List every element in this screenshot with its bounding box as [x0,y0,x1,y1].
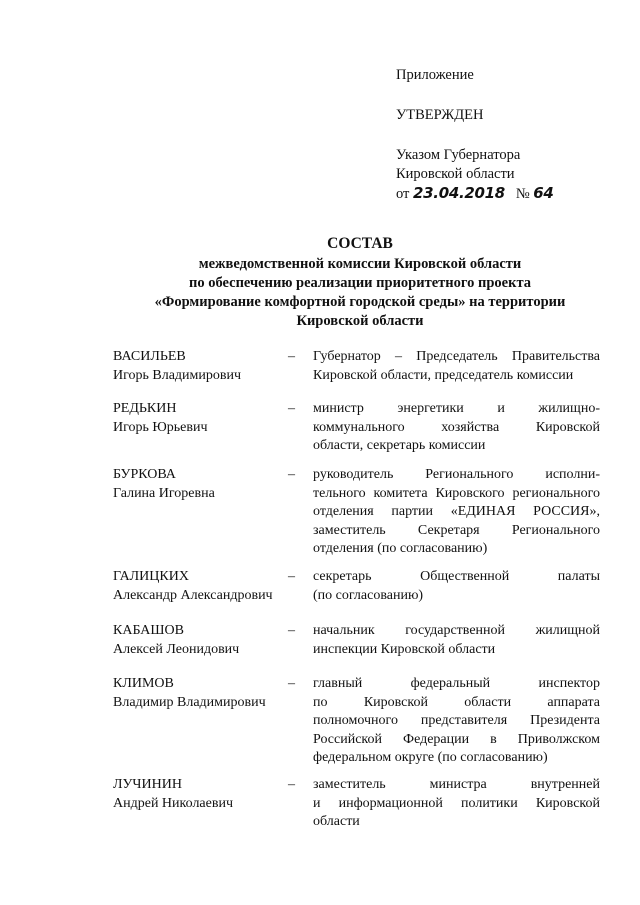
member-surname: ЛУЧИНИН [113,777,182,792]
member-role [313,400,600,456]
approved-label: УТВЕРЖДЕН [396,107,484,123]
member-name [113,776,288,813]
member-role [313,348,600,385]
decree-line-1: Указом Губернатора [396,147,521,163]
role-line: (по согласованию) [313,587,424,603]
role-line: главный федеральный инспектор [313,676,600,691]
member-given-name: Владимир Владимирович [113,694,266,710]
role-line: и информационной политики Кировской [313,795,600,811]
role-line: заместитель Секретаря Регионального [313,522,600,538]
role-line: по Кировской области аппарата [313,694,600,710]
role-line: полномочного представителя Президента [313,713,600,728]
role-line: инспекции Кировской области [313,641,496,657]
member-surname: КЛИМОВ [113,676,174,691]
role-line: тельного комитета Кировского регионального [313,485,600,501]
member-role [313,568,600,605]
member-name [113,466,288,503]
role-line: начальник государственной жилищной [313,623,600,638]
member-dash: – [288,349,295,364]
member-given-name: Александр Александрович [113,587,273,603]
member-name [113,622,288,659]
member-given-name: Алексей Леонидович [113,641,240,657]
member-given-name: Андрей Николаевич [113,795,233,811]
role-line: руководитель Регионального исполни- [313,467,600,482]
member-surname: ГАЛИЦКИХ [113,569,189,584]
role-line: области [313,814,360,829]
member-role [313,675,600,768]
member-name [113,348,288,385]
member-dash: – [288,467,295,482]
role-line: области, секретарь комиссии [313,438,486,453]
member-name [113,400,288,437]
member-surname: РЕДЬКИН [113,401,177,416]
member-surname: ВАСИЛЬЕВ [113,349,186,364]
member-dash: – [288,623,295,638]
member-dash: – [288,569,295,584]
member-dash: – [288,401,295,416]
title-line-1: межведомственной комиссии Кировской области [198,256,522,272]
member-role [313,776,600,832]
member-name [113,675,288,712]
member-surname: КАБАШОВ [113,623,184,638]
member-given-name: Галина Игоревна [113,485,215,501]
title-line-3: «Формирование комфортной городской среды» на территории [154,294,566,310]
role-line: секретарь Общественной палаты [313,569,600,584]
role-line: министр энергетики и жилищно- [313,401,600,416]
handwritten-number: 64 [533,184,554,202]
title-line-4: Кировской области [296,313,424,329]
member-role [313,466,600,559]
role-line: отделения партии «ЕДИНАЯ РОССИЯ», [313,504,600,519]
title-line-2: по обеспечению реализации приоритетного проекта [188,275,531,291]
role-line: коммунального хозяйства Кировской [313,419,600,435]
title-main: СОСТАВ [327,235,393,252]
member-dash: – [288,676,295,691]
member-given-name: Игорь Владимирович [113,367,242,383]
number-prefix: № [515,186,530,202]
role-line: заместитель министра внутренней [313,777,600,792]
role-line: отделения (по согласованию) [313,541,488,556]
decree-line-2: Кировской области [396,166,515,182]
member-surname: БУРКОВА [113,467,176,482]
role-line: Российской Федерации в Приволжском [313,731,600,747]
member-name [113,568,288,605]
role-line: Кировской области, председатель комиссии [313,367,574,383]
appendix-label: Приложение [396,67,474,83]
role-line: Губернатор – Председатель Правительства [313,349,600,364]
member-role [313,622,600,659]
member-given-name: Игорь Юрьевич [113,419,208,435]
handwritten-date: 23.04.2018 [413,184,505,202]
date-prefix: от [396,186,410,202]
member-dash: – [288,777,295,792]
role-line: федеральном округе (по согласованию) [313,750,548,765]
